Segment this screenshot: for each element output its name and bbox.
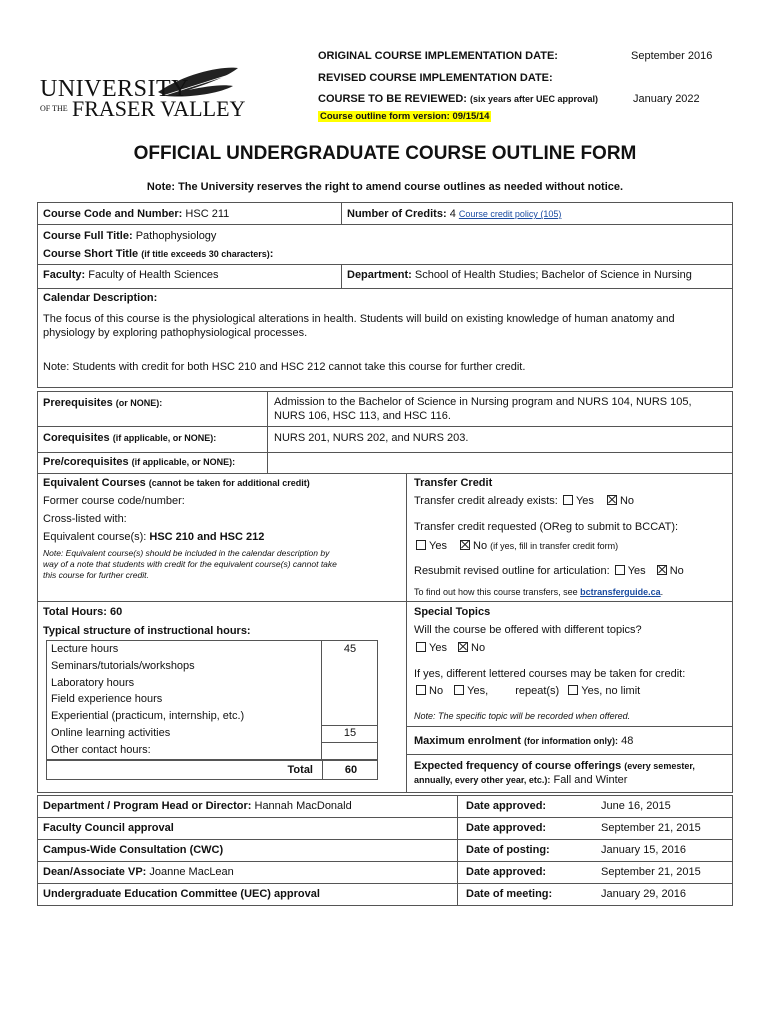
prereq-value-line1: Admission to the Bachelor of Science in Nursing program and NURS 104, NURS 105,: [274, 396, 692, 408]
frequency-value-row: annually, every other year, etc.): Fall and Winter: [414, 774, 628, 786]
form-version: Course outline form version: 09/15/14: [320, 111, 490, 122]
faculty-field: Faculty: Faculty of Health Sciences: [43, 269, 219, 281]
hours-row-label: Field experience hours: [51, 693, 163, 706]
hours-total-row: [46, 760, 378, 780]
precoreq-label: Pre/corequisites (if applicable, or NONE):: [43, 456, 236, 468]
orig-impl-value: September 2016: [631, 50, 713, 62]
cross-listed-label: Cross-listed with:: [43, 513, 127, 525]
equivalent-note-3: this course for further credit.: [43, 570, 149, 580]
course-code-field: Course Code and Number: HSC 211: [43, 208, 230, 220]
logo-line1: UNIVERSITY: [40, 76, 189, 102]
hours-row-label: Online learning activities: [51, 727, 171, 739]
amend-note: Note: The University reserves the right to amend course outlines as needed without notice.: [146, 181, 624, 193]
approval-value: Hannah MacDonald: [254, 800, 352, 812]
find-transfer-row: To find out how this course transfers, see bctransferguide.ca.: [414, 587, 664, 597]
lettered-nolimit-checkbox[interactable]: [568, 685, 578, 695]
approval-date-label: Date approved:: [466, 800, 547, 812]
approval-date: January 15, 2016: [601, 844, 687, 856]
special-question: Will the course be offered with different topics?: [414, 624, 642, 636]
review-label: COURSE TO BE REVIEWED:: [318, 93, 467, 105]
transfer-requested-row: Yes No (if yes, fill in transfer credit form): [414, 540, 618, 552]
orig-impl-label: ORIGINAL COURSE IMPLEMENTATION DATE:: [318, 50, 558, 62]
resubmit-row: Resubmit revised outline for articulation: Yes No: [414, 565, 684, 577]
transfer-requested-yes-checkbox[interactable]: [416, 540, 426, 550]
coreq-label: Corequisites (if applicable, or NONE):: [43, 432, 217, 444]
hours-row: [46, 642, 378, 659]
approval-label: Department / Program Head or Director:: [43, 800, 252, 812]
approval-row: [37, 795, 733, 818]
approval-date: January 29, 2016: [601, 888, 687, 900]
hours-total-label: Total: [287, 763, 313, 776]
credit-policy-link[interactable]: Course credit policy (105): [458, 209, 562, 219]
hours-row-value[interactable]: 45: [343, 643, 357, 655]
approval-label: Faculty Council approval: [43, 822, 174, 834]
calendar-note: Note: Students with credit for both HSC 210 and HSC 212 cannot take this course for further credit.: [43, 361, 526, 373]
equivalent-note-1: Note: Equivalent course(s) should be included in the calendar description by: [43, 548, 330, 558]
coreq-value: NURS 201, NURS 202, and NURS 203.: [274, 432, 469, 444]
hours-row: [46, 743, 378, 760]
approval-date-label: Date approved:: [466, 866, 547, 878]
hours-row: [46, 659, 378, 676]
max-enrolment-field: Maximum enrolment (for information only): 48: [414, 735, 634, 747]
review-note: (six years after UEC approval): [470, 94, 599, 104]
approval-value: Joanne MacLean: [149, 866, 234, 878]
credits-field: Number of Credits: 4 Course credit policy (105): [347, 208, 562, 220]
review-row: [318, 93, 598, 105]
transfer-requested-no-checkbox[interactable]: [460, 540, 470, 550]
frequency-label: Expected frequency of course offerings (every semester,: [414, 760, 695, 772]
typical-structure-label: Typical structure of instructional hours:: [43, 625, 251, 637]
transfer-label: Transfer Credit: [414, 477, 493, 489]
hours-row: [46, 676, 378, 693]
former-code-label: Former course code/number:: [43, 495, 185, 507]
special-topic-note: Note: The specific topic will be recorded when offered.: [414, 711, 631, 721]
department-field: Department: School of Health Studies; Bachelor of Science in Nursing: [347, 269, 692, 281]
approval-date: June 16, 2015: [601, 800, 671, 812]
resubmit-yes-checkbox[interactable]: [615, 565, 625, 575]
hours-row-label: Seminars/tutorials/workshops: [51, 659, 195, 672]
prereq-value-line2: NURS 106, HSC 113, and HSC 116.: [274, 410, 451, 422]
lettered-courses-label: If yes, different lettered courses may be taken for credit:: [414, 668, 686, 680]
lettered-yes-checkbox[interactable]: [454, 685, 464, 695]
equivalent-courses-field: Equivalent course(s): HSC 210 and HSC 212: [43, 531, 265, 543]
approval-row: [37, 817, 733, 840]
approval-row: [37, 883, 733, 906]
hours-row-label: Other contact hours:: [51, 743, 151, 756]
approval-row: [37, 861, 733, 884]
hours-row-label: Experiential (practicum, internship, etc.): [51, 710, 245, 723]
short-title-field: Course Short Title (if title exceeds 30 characters):: [43, 248, 274, 260]
review-value: January 2022: [633, 93, 700, 105]
hours-row: [46, 692, 378, 709]
logo-of-the: OF THE: [40, 104, 68, 113]
bctransferguide-link[interactable]: bctransferguide.ca: [580, 587, 661, 597]
approval-label: Undergraduate Education Committee (UEC) approval: [43, 888, 320, 900]
approval-date-label: Date of posting:: [466, 844, 550, 856]
hours-row: [46, 726, 378, 743]
hours-total-value: 60: [344, 763, 358, 776]
calendar-text-line2: physiology by exploring pathophysiological processes.: [43, 327, 308, 339]
university-logo: [38, 62, 248, 126]
hours-row-label: Laboratory hours: [51, 676, 135, 689]
approval-label: Campus-Wide Consultation (CWC): [43, 844, 224, 856]
approval-date: September 21, 2015: [601, 822, 701, 834]
hours-row: [46, 709, 378, 726]
approval-date-label: Date of meeting:: [466, 888, 553, 900]
calendar-label: Calendar Description:: [43, 292, 158, 304]
hours-row-value[interactable]: 15: [343, 727, 357, 739]
equivalent-note-2: way of a note that students with credit for the equivalent course(s) cannot take: [43, 559, 337, 569]
approval-row: [37, 839, 733, 862]
special-yes-checkbox[interactable]: [416, 642, 426, 652]
revised-impl-label: REVISED COURSE IMPLEMENTATION DATE:: [318, 72, 553, 84]
calendar-text-line1: The focus of this course is the physiological alterations in health. Students will build on existing knowledge of human anatomy and: [43, 313, 675, 325]
logo-line2: FRASER VALLEY: [72, 96, 246, 121]
special-yes-no-row: Yes No: [414, 642, 485, 654]
special-topics-label: Special Topics: [414, 606, 491, 618]
hours-row-label: Lecture hours: [51, 643, 119, 655]
prereq-label: Prerequisites (or NONE):: [43, 397, 163, 409]
approval-date: September 21, 2015: [601, 866, 701, 878]
lettered-no-checkbox[interactable]: [416, 685, 426, 695]
transfer-exists-no-checkbox[interactable]: [607, 495, 617, 505]
approval-date-label: Date approved:: [466, 822, 547, 834]
transfer-exists-row: Transfer credit already exists: Yes No: [414, 495, 635, 507]
resubmit-no-checkbox[interactable]: [657, 565, 667, 575]
equivalent-label: Equivalent Courses (cannot be taken for additional credit): [43, 477, 310, 489]
page-title: OFFICIAL UNDERGRADUATE COURSE OUTLINE FORM: [133, 143, 637, 164]
transfer-requested-label: Transfer credit requested (OReg to submit to BCCAT):: [414, 521, 679, 533]
total-hours-field: Total Hours: 60: [43, 606, 123, 618]
full-title-field: Course Full Title: Pathophysiology: [43, 230, 217, 242]
transfer-exists-yes-checkbox[interactable]: [563, 495, 573, 505]
lettered-options-row: No Yes, repeat(s) Yes, no limit: [414, 685, 640, 697]
approval-label: Dean/Associate VP:: [43, 866, 147, 878]
special-no-checkbox[interactable]: [458, 642, 468, 652]
